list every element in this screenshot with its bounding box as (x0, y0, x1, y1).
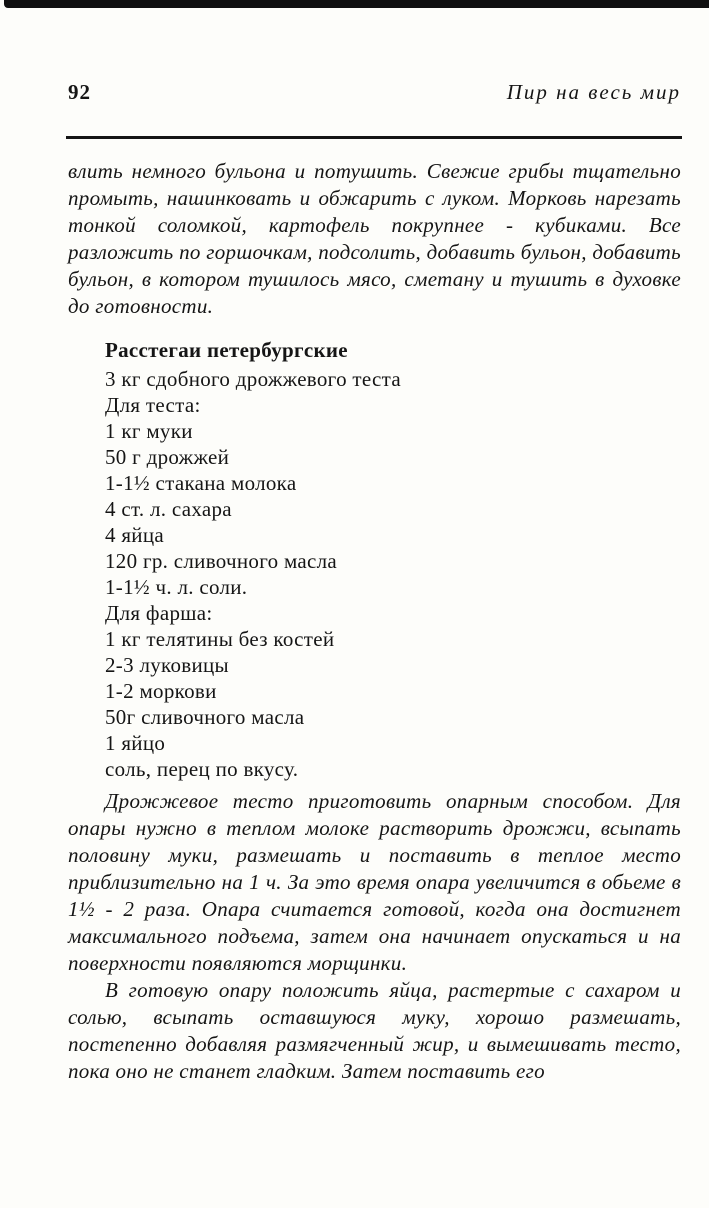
page-number: 92 (68, 80, 91, 104)
ingredient-line: 1-1½ стакана молока (105, 471, 297, 495)
method-paragraph-2: В готовую опару положить яйца, растертые с сахаром и солью, всыпать оставшуюся муку, хорошо размешать, постепенно добавляя размягченный жир, и вымешивать тесто, пока оно не станет гладким. Затем поставить его (68, 978, 681, 1083)
ingredient-line: 120 гр. сливочного масла (105, 549, 338, 573)
ingredient-line: 1 кг муки (105, 419, 193, 443)
ingredient-line: 1 кг телятины без костей (105, 627, 335, 651)
ingredient-line: 4 яйца (105, 523, 165, 547)
ingredient-line: 1-1½ ч. л. соли. (105, 575, 248, 599)
ingredient-line: 1-2 моркови (105, 679, 217, 703)
header-rule (66, 136, 682, 139)
ingredient-line: Для фарша: (105, 601, 213, 625)
scan-edge-artifact (4, 0, 709, 8)
recipe-title: Расстегаи петербургские (105, 338, 348, 362)
ingredient-line: Для теста: (105, 393, 201, 417)
ingredient-line: 3 кг сдобного дрожжевого теста (105, 367, 402, 391)
ingredient-line: 50 г дрожжей (105, 445, 230, 469)
ingredient-line: 1 яйцо (105, 731, 166, 755)
page-body (68, 158, 681, 1085)
ingredient-list (68, 366, 681, 782)
continuation-paragraph: влить немного бульона и потушить. Свежие грибы тщательно промыть, нашинковать и обжарить с луком. Морковь нарезать тонкой соломкой, картофель покрупнее - кубиками. Все разложить по горшочкам, подсолить, добавить бульон, добавить бульон, в котором тушилось мясо, сметану и тушить в духовке до готовности. (68, 159, 681, 318)
running-title: Пир на весь мир (506, 80, 681, 104)
ingredient-line: 50г сливочного масла (105, 705, 305, 729)
method-paragraph-1: Дрожжевое тесто приготовить опарным способом. Для опары нужно в теплом молоке растворить дрожжи, всыпать половину муки, размешать и поставить в теплое место приблизительно на 1 ч. За это время опара увеличится в обьеме в 1½ - 2 раза. Опара считается готовой, когда она достигнет максимального подъема, затем она начинает опускаться и на поверхности появляются морщинки. (68, 789, 681, 975)
ingredient-line: 2-3 луковицы (105, 653, 229, 677)
ingredient-line: 4 ст. л. сахара (105, 497, 232, 521)
ingredient-line: соль, перец по вкусу. (105, 757, 299, 781)
page-header (68, 80, 681, 105)
